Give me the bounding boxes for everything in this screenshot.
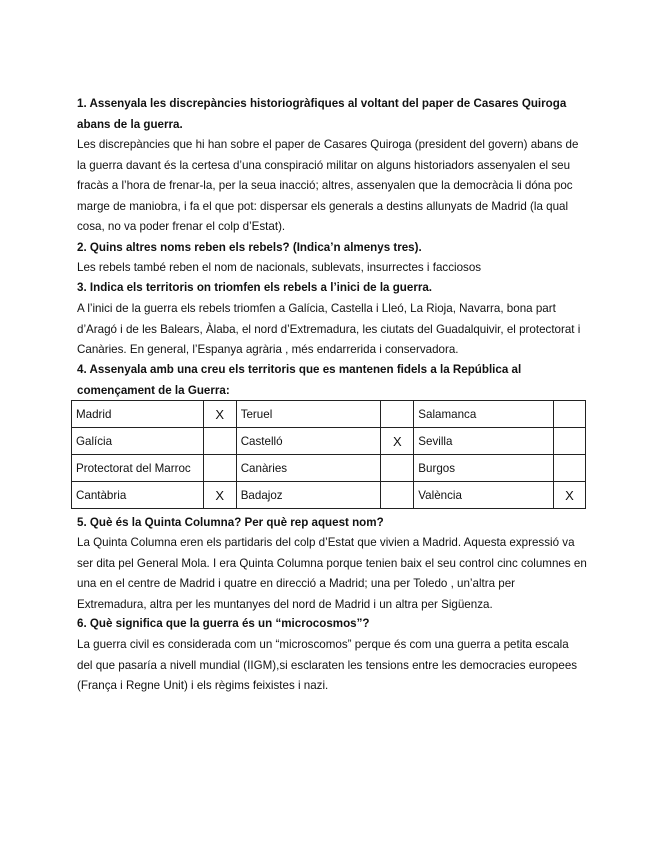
cross-mark [554,401,586,428]
table-row [72,482,586,509]
question-1-title: 1. Assenyala les discrepàncies historiogràfiques al voltant del paper de Casares Quiroga abans de la guerra. [77,97,567,131]
question-5-title: 5. Què és la Quinta Columna? Per què rep aquest nom? [77,516,384,529]
answer-2: Les rebels també reben el nom de nacionals, sublevats, insurrectes i facciosos [77,261,482,274]
question-6-title: 6. Què significa que la guerra és un “microcosmos”? [77,617,370,630]
cross-mark [554,428,586,455]
territory-name: Galícia [72,428,204,455]
cross-mark [381,482,414,509]
territory-name: Salamanca [414,401,554,428]
territory-name: Teruel [236,401,381,428]
question-2-title: 2. Quins altres noms reben els rebels? (Indica’n almenys tres). [77,241,422,254]
answer-1: Les discrepàncies que hi han sobre el paper de Casares Quiroga (president del govern) abans de la guerra davant és la certesa d’una conspiració militar on alguns historiadors assenyalen el seu fracàs a l’hora de frenar-la, per la seua inacció; altres, assenyalen que la democràcia li dóna poc marge de maniobra, i fa el que pot: dispersar els generals a destins allunyats de Madrid (la qual cosa, no va poder frenar el colp d’Estat). [77,138,579,233]
cross-mark [381,401,414,428]
territory-name: Badajoz [236,482,381,509]
table-row [72,455,586,482]
cross-mark [381,455,414,482]
cross-mark [203,428,236,455]
territory-name: València [414,482,554,509]
answer-6: La guerra civil es considerada com un “microscomos” perque és com una guerra a petita escala del que pasaría a nivell mundial (IIGM),si esclaraten les tensions entre les democracies europees (França i Regne Unit) i els règims feixistes i nazi. [77,638,578,692]
cross-mark: X [554,482,586,509]
answer-3: A l’inici de la guerra els rebels triomfen a Galícia, Castella i Lleó, La Rioja, Navarra, bona part d’Aragó i de les Balears, Àlaba, el nord d’Extremadura, les ciutats del Guadalquivir, el protectorat i Canàries. En general, l’Espanya agrària , més endarrerida i conservadora. [77,302,581,356]
territory-name: Castelló [236,428,381,455]
cross-mark: X [381,428,414,455]
territory-name: Madrid [72,401,204,428]
territory-name: Protectorat del Marroc [72,455,204,482]
cross-mark [203,455,236,482]
territory-name: Canàries [236,455,381,482]
territory-name: Cantàbria [72,482,204,509]
cross-mark: X [203,482,236,509]
table-row [72,401,586,428]
territories-table [71,400,586,509]
territory-name: Sevilla [414,428,554,455]
table-row [72,428,586,455]
question-4-title: 4. Assenyala amb una creu els territoris que es mantenen fidels a la República al començament de la Guerra: [77,363,522,397]
territory-name: Burgos [414,455,554,482]
question-3-title: 3. Indica els territoris on triomfen els rebels a l’inici de la guerra. [77,281,433,294]
cross-mark: X [203,401,236,428]
cross-mark [554,455,586,482]
answer-5: La Quinta Columna eren els partidaris del colp d’Estat que vivien a Madrid. Aquesta expressió va ser dita pel General Mola. I era Quinta Columna porque tenien baix el seu control cinc columnes en una en el centre de Madrid i quatre en direcció a Madrid; una per Toledo , un’altra per Extremadura, altra per les muntanyes del nord de Madrid i un altra per Sigüenza. [77,536,587,611]
